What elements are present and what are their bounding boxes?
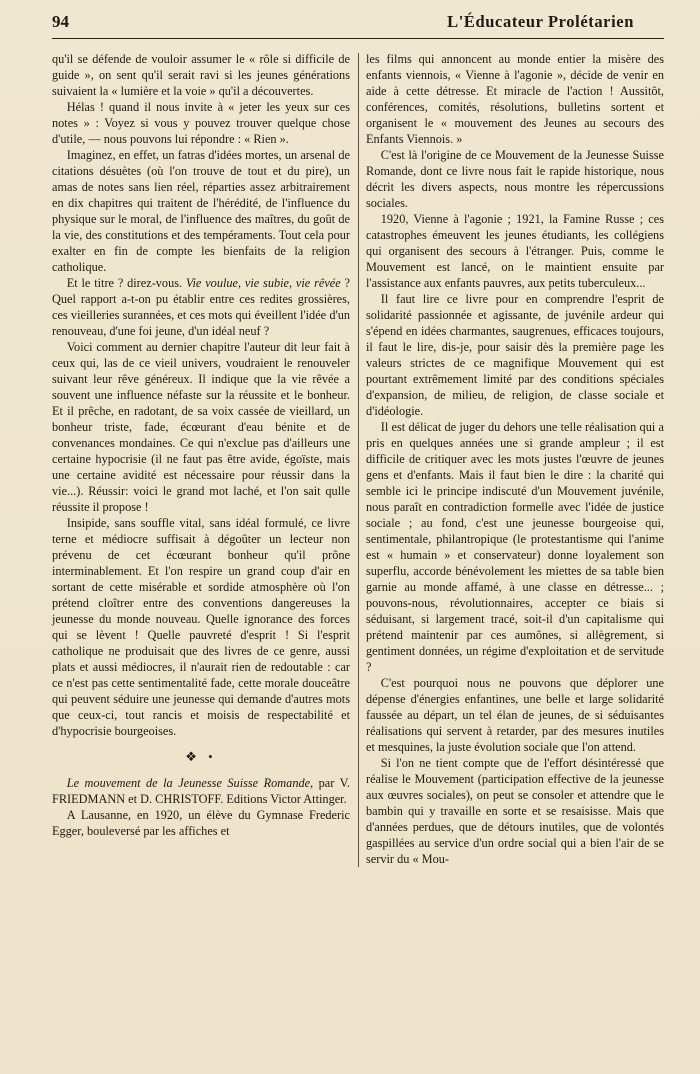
running-head <box>52 12 664 39</box>
journal-title: L'Éducateur Prolétarien <box>447 12 634 31</box>
book-title-emphasis: Vie voulue, vie subie, vie rêvée <box>185 276 341 290</box>
review-heading <box>52 775 350 807</box>
paragraph: Imaginez, en effet, un fatras d'idées mortes, un arsenal de citations désuètes (où l'on trouve de tout et du pire), un amas de notes sans lien réel, réparties assez arbitrairement en dix chapitres qui traitent de l'hérédité, de l'influence du physique sur le moral, de l'influence des maîtres, du goût de la vie, des constitutions et des tempéraments. Tout cela pour exalter en fin de compte les bienfaits de la religion catholique. <box>52 148 350 274</box>
paragraph: C'est pourquoi nous ne pouvons que déplorer une dépense d'énergies enfantines, une belle et large solidarité faussée au départ, un tel élan de jeunes, de si séduisantes réalisations qui servent à retarder, par des mesures inutiles et mesquines, la juste évolution sociale que l'on attend. <box>366 676 664 754</box>
paragraph: Si l'on ne tient compte que de l'effort désintéressé que réalise le Mouvement (participation effective de la jeunesse aux œuvres sociales), on peut se consoler et attendre que le bambin qui y travaille en sorte et se resaisisse. Mais que d'années perdues, que de détours inutiles, que de volontés gaspillées au service d'un ordre social qui a bien l'air de se servir du « Mou- <box>366 756 664 866</box>
paragraph-text: ? Quel rapport a-t-on pu établir entre ces redites grossières, ces vieilleries surannées, et ces mots qui éveillent l'idée d'un renouveau, d'une foi jeune, d'un idéal neuf ? <box>52 276 350 338</box>
paragraph <box>52 275 350 339</box>
paragraph-text: Et le titre ? direz-vous. <box>66 276 186 290</box>
paragraph: Il est délicat de juger du dehors une telle réalisation qui a pris en quelques années une si grande ampleur ; il est difficile de critiquer avec les mots justes l'œuvre de jeunes gens et d'enfants. Mais il faut bien le dire : la charité qui semble ici le principe indiscuté d'un Mouvement juvénile, nous paraît en contradiction formelle avec l'idée de justice sociale ; au fond, c'est une jeunesse bourgeoise qui, sentimentale, philantropique (le protestantisme qui l'anime est « humain » et conservateur) donne loyalement son superflu, accorde bénévolement les miettes de sa table bien garnie au monde affamé, à une classe en détresse... ; pouvons-nous, révolutionnaires, accepter ce biais si séduisant, si largement tracé, soit-il d'un capitalisme qui prétend maintenir par ces aumônes, si allègrement, si gentiment données, un régime d'exploitation et de servitude ? <box>366 420 664 674</box>
review-title: Le mouvement de la Jeunesse Suisse Romande, <box>66 776 314 790</box>
left-column <box>52 51 350 867</box>
paragraph: A Lausanne, en 1920, un élève du Gymnase Frederic Egger, bouleversé par les affiches et <box>52 808 350 838</box>
paragraph: Insipide, sans souffle vital, sans idéal formulé, ce livre terne et médiocre suffisait à dégoûter un lecteur non prévenu de cet écœurant bonheur qu'il prône interminablement. Et l'on respire un grand coup d'air en sortant de cette misérable et sordide atmosphère où l'on prétend cloîtrer entre des conventions dangereuses la jeunesse du monde nouveau. Quelle ignorance des forces qui se lèvent ! Quelle pauvreté d'esprit ! Si l'esprit catholique ne produisait que des livres de ce genre, aussi plats et aussi médiocres, il n'aurait rien de redoutable : car ce n'est pas cette sentimentalité fade, cette morale douceâtre qui peuvent séduire une jeunesse qui demande d'autres mots que ceux-ci, tout rancis et moisis de respectabilité et d'hypocrisie bourgeoises. <box>52 516 350 738</box>
paragraph: qu'il se défende de vouloir assumer le « rôle si difficile de guide », on sent qu'il serait ravi si les jeunes générations suivaient la « lumière et la voie » qu'il a découvertes. <box>52 52 350 98</box>
paragraph: Il faut lire ce livre pour en comprendre l'esprit de solidarité passionnée et agissante, de juvénile ardeur qui s'épend en idées charmantes, saugrenues, efficaces toujours, il faut le lire, dis-je, pour saisir dès la première page les valeurs strictes de ce magnifique Mouvement qui est pourtant extrêmement limité par des conditions spéciales d'expansion, de milieu, de religion, de classe sociale et d'idéologie. <box>366 292 664 418</box>
section-separator: ❖ • <box>185 749 217 764</box>
column-rule <box>358 53 359 867</box>
paragraph: C'est là l'origine de ce Mouvement de la Jeunesse Suisse Romande, dont ce livre nous fait le rapide historique, nous décrit les divers aspects, nous montre les répercussions sociales. <box>366 148 664 210</box>
paragraph: 1920, Vienne à l'agonie ; 1921, la Famine Russe ; ces catastrophes émeuvent les jeunes étudiants, les collégiens qui organisent des secours à l'étranger. Puis, comme le Mouvement est lancé, on le maintient ensuite par l'assistance aux enfants pauvres, aux petits tuberculeux... <box>366 212 664 290</box>
paragraph: les films qui annoncent au monde entier la misère des enfants viennois, « Vienne à l'agonie », décide de venir en aide à cette détresse. Et miracle de l'action ! Aussitôt, conférences, comités, résolutions, bulletins sortent et organisent le « mouvement des Jeunes au secours des Enfants Viennois. » <box>366 52 664 146</box>
paragraph: Hélas ! quand il nous invite à « jeter les yeux sur ces notes » : Voyez si vous y pouvez trouver quelque chose d'utile, — nous pouvons lui répondre : « Rien ». <box>52 100 350 146</box>
article-columns <box>52 51 664 867</box>
page-number: 94 <box>52 12 69 31</box>
review-authors: par V. FRIEDMANN et D. CHRISTOFF. Editions Victor Attinger. <box>52 776 350 806</box>
right-column <box>366 51 664 867</box>
paragraph: Voici comment au dernier chapitre l'auteur dit leur fait à ceux qui, las de ce vieil univers, voudraient le renouveler suivant leur rêve généreux. Il indique que la vie rêvée a souvent une influence néfaste sur la réussite et le bonheur. Et il prêche, en radotant, de sa voix cassée de vieillard, un bonheur triste, fade, écœurant d'eau bénite et de convenances mondaines. Ce qui n'exclue pas d'ailleurs une certaine hypocrisie (il ne faut pas être avide, égoïste, mais une certaine avidité est nécessaire pour réussir dans la vie...). Réussir: voici le grand mot laché, et l'on sait qulle réussite il propose ! <box>52 340 350 514</box>
